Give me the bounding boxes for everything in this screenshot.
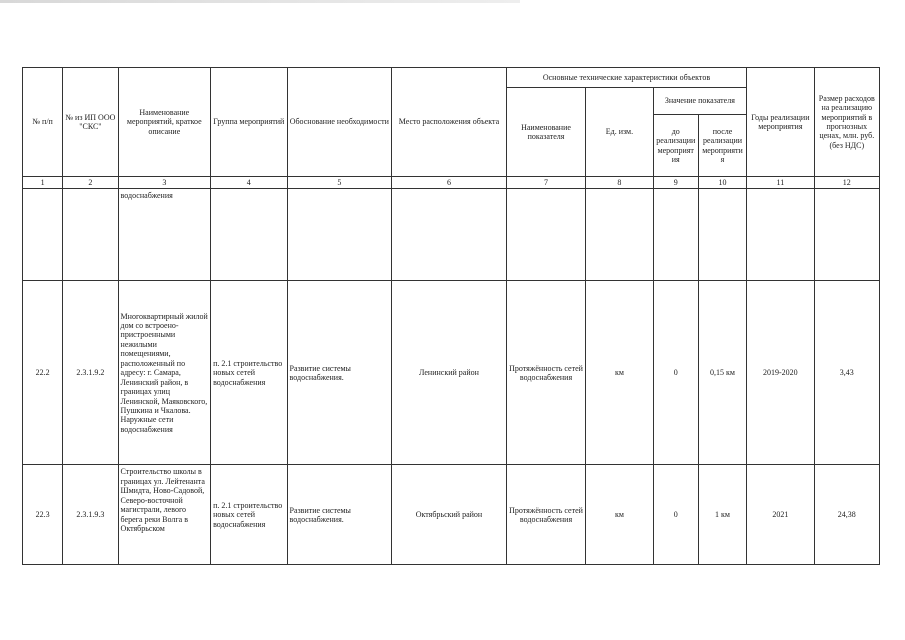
row-before: 0	[653, 465, 698, 565]
header-years: Годы реализации мероприятия	[747, 68, 814, 177]
header-indicator: Наименование показателя	[506, 88, 585, 177]
row-measure-name: Строительство школы в границах ул. Лейтенанта Шмидта, Ново-Садовой, Северо-восточной магистрали, левого берега реки Волга в Октябрьском	[118, 465, 211, 565]
column-number: 4	[211, 177, 287, 189]
header-no: № п/п	[23, 68, 63, 177]
row-group: п. 2.1 строительство новых сетей водоснабжения	[211, 281, 287, 465]
header-before: до реализации мероприятия	[653, 115, 698, 177]
row-ip: 2.3.1.9.3	[63, 465, 118, 565]
column-number: 7	[506, 177, 585, 189]
header-measure-name: Наименование мероприятий, краткое описание	[118, 68, 211, 177]
row-after	[698, 189, 746, 281]
row-unit	[586, 189, 653, 281]
header-group: Группа мероприятий	[211, 68, 287, 177]
row-place: Ленинский район	[392, 281, 507, 465]
row-group	[211, 189, 287, 281]
row-after: 0,15 км	[698, 281, 746, 465]
row-before	[653, 189, 698, 281]
row-years: 2021	[747, 465, 814, 565]
row-indicator: Протяжённость сетей водоснабжения	[506, 281, 585, 465]
header-value-group: Значение показателя	[653, 88, 747, 115]
row-unit: км	[586, 465, 653, 565]
row-reason	[287, 189, 392, 281]
row-ip	[63, 189, 118, 281]
measures-table	[22, 67, 880, 565]
table-row	[23, 189, 880, 281]
row-place	[392, 189, 507, 281]
row-place: Октябрьский район	[392, 465, 507, 565]
row-reason: Развитие системы водоснабжения.	[287, 465, 392, 565]
header-reason: Обоснование необходимости	[287, 68, 392, 177]
header-unit: Ед. изм.	[586, 88, 653, 177]
row-reason: Развитие системы водоснабжения.	[287, 281, 392, 465]
row-cost: 24,38	[814, 465, 879, 565]
column-number: 6	[392, 177, 507, 189]
row-years	[747, 189, 814, 281]
row-measure-name: водоснабжения	[118, 189, 211, 281]
column-number: 5	[287, 177, 392, 189]
header-cost: Размер расходов на реализацию мероприятий в прогнозных ценах, млн. руб. (без НДС)	[814, 68, 879, 177]
column-number: 10	[698, 177, 746, 189]
column-number: 1	[23, 177, 63, 189]
top-edge-shadow	[0, 0, 520, 3]
column-number: 9	[653, 177, 698, 189]
row-measure-name: Многоквартирный жилой дом со встроено-пристроенными нежилыми помещениями, расположенный по адресу: г. Самара, Ленинский район, в границах улиц Ленинской, Маяковского, Пушкина и Чкалова. Наружные сети водоснабжения	[118, 281, 211, 465]
row-before: 0	[653, 281, 698, 465]
row-unit: км	[586, 281, 653, 465]
row-indicator: Протяжённость сетей водоснабжения	[506, 465, 585, 565]
column-numbers-row	[23, 177, 880, 189]
row-years: 2019-2020	[747, 281, 814, 465]
row-after: 1 км	[698, 465, 746, 565]
header-after: после реализации мероприятия	[698, 115, 746, 177]
column-number: 2	[63, 177, 118, 189]
row-ip: 2.3.1.9.2	[63, 281, 118, 465]
row-no: 22.3	[23, 465, 63, 565]
table-row	[23, 465, 880, 565]
header-ip-number: № из ИП ООО "СКС"	[63, 68, 118, 177]
row-group: п. 2.1 строительство новых сетей водоснабжения	[211, 465, 287, 565]
row-no: 22.2	[23, 281, 63, 465]
header-place: Место расположения объекта	[392, 68, 507, 177]
table-row	[23, 281, 880, 465]
row-cost	[814, 189, 879, 281]
column-number: 11	[747, 177, 814, 189]
column-number: 8	[586, 177, 653, 189]
column-number: 12	[814, 177, 879, 189]
header-tech-group: Основные технические характеристики объектов	[506, 68, 746, 88]
row-no	[23, 189, 63, 281]
column-number: 3	[118, 177, 211, 189]
row-cost: 3,43	[814, 281, 879, 465]
row-indicator	[506, 189, 585, 281]
